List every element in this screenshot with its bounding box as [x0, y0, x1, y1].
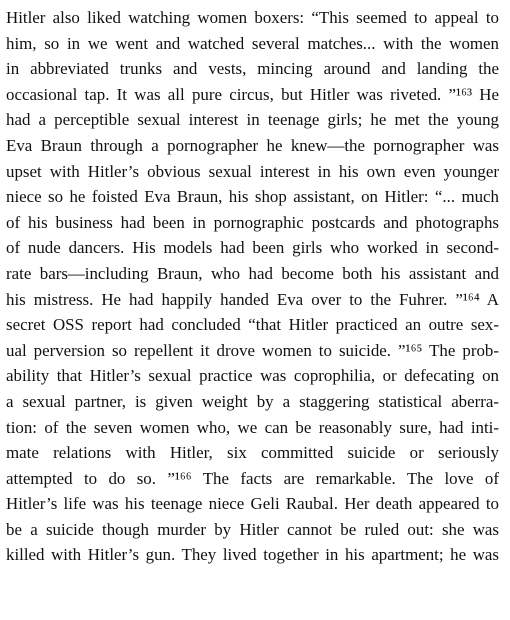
text-line: mate relations with Hitler, six committed suicide or seriously: [6, 443, 499, 463]
text-line: him, so in we went and watched several matches... with the women: [6, 33, 499, 53]
text-line: attempted to do so. ”¹⁶⁶ The facts are remarkable. The love of: [6, 468, 499, 488]
text-line: his mistress. He had happily handed Eva over to the Fuhrer. ”¹⁶⁴ A: [6, 289, 499, 309]
text-line: niece so he foisted Eva Braun, his shop assistant, on Hitler: “... much: [6, 187, 499, 207]
text-line: occasional tap. It was all pure circus, but Hitler was riveted. ”¹⁶³ He: [6, 84, 499, 104]
text-line: upset with Hitler’s obvious sexual interest in his own even younger: [6, 161, 499, 181]
text-line: tion: of the seven women who, we can be reasonably sure, had inti-: [6, 417, 499, 437]
text-line: ual perversion so repellent it drove women to suicide. ”¹⁶⁵ The prob-: [6, 340, 499, 360]
text-line: of nude dancers. His models had been girls who worked in second-: [6, 238, 499, 258]
text-line: of his business had been in pornographic postcards and photographs: [6, 212, 499, 232]
text-line: killed with Hitler’s gun. They lived together in his apartment; he was: [6, 545, 499, 565]
text-line: secret OSS report had concluded “that Hitler practiced an outre sex-: [6, 315, 499, 335]
text-line: be a suicide though murder by Hitler cannot be ruled out: she was: [6, 519, 499, 539]
text-line: rate bars—including Braun, who had become both his assistant and: [6, 263, 499, 283]
text-line: a sexual partner, is given weight by a staggering statistical aberra-: [6, 391, 499, 411]
text-line: Hitler also liked watching women boxers: “This seemed to appeal to: [6, 8, 499, 27]
body-paragraph: [6, 5, 499, 568]
text-line: Hitler’s life was his teenage niece Geli Raubal. Her death appeared to: [6, 494, 499, 514]
document-page: [6, 5, 499, 568]
text-line: Eva Braun through a pornographer he knew—the pornographer was: [6, 135, 499, 155]
text-line: ability that Hitler’s sexual practice was coprophilia, or defecating on: [6, 366, 499, 386]
text-line: had a perceptible sexual interest in teenage girls; he met the young: [6, 110, 499, 130]
text-line: in abbreviated trunks and vests, mincing around and landing the: [6, 59, 499, 79]
